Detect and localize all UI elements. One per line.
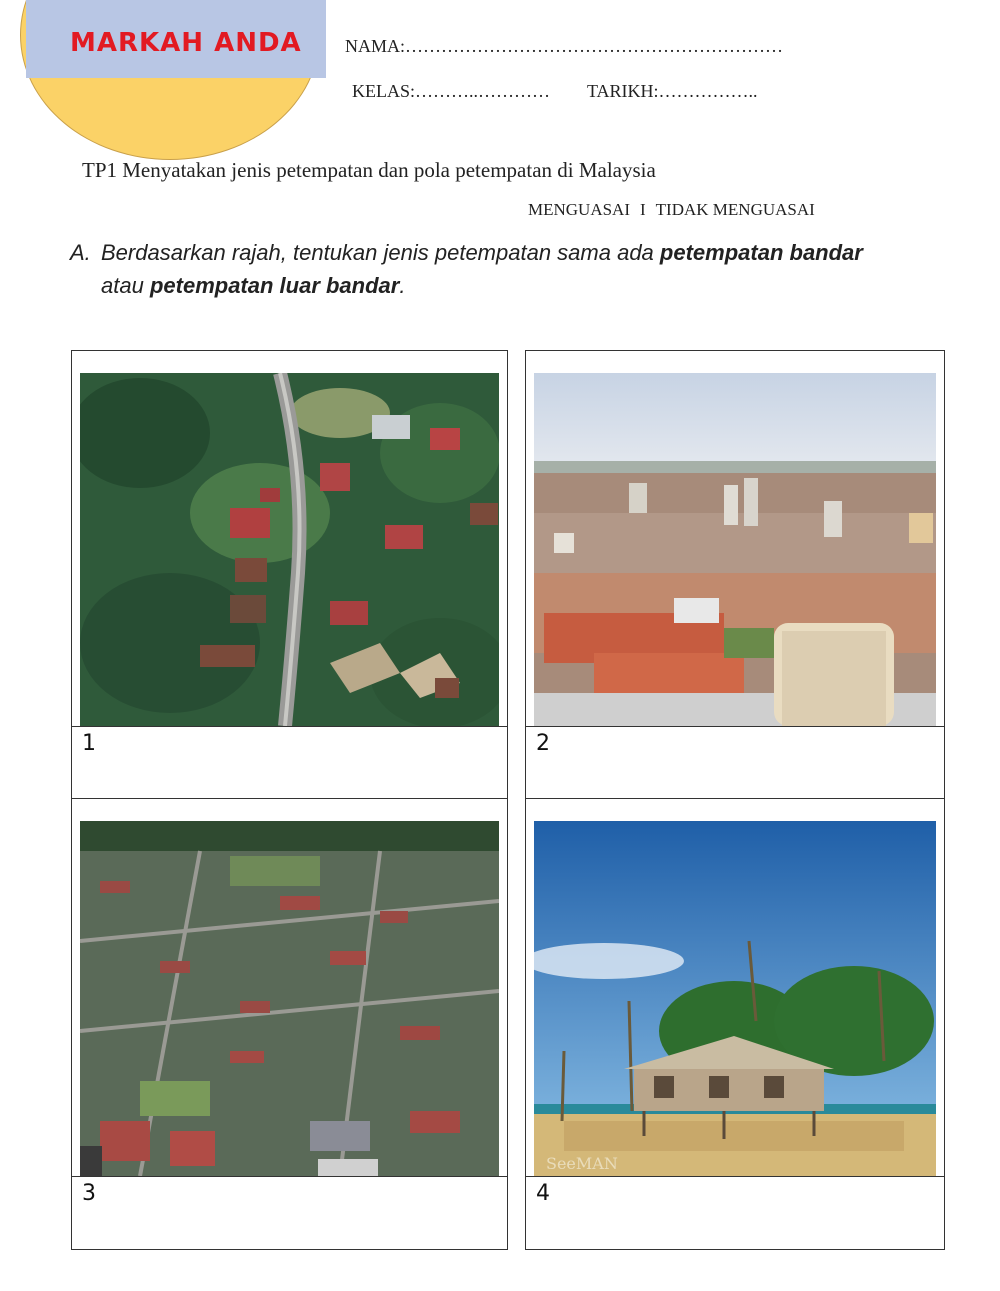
question-text [101,236,890,302]
question-text-end: . [399,273,406,298]
tidak-menguasai-option[interactable]: TIDAK MENGUASAI [655,200,815,219]
photo-number-1: 1 [82,731,96,756]
mastery-line [528,200,815,220]
answer-row-1[interactable] [72,726,507,799]
score-label: MARKAH ANDA [70,28,302,58]
mastery-separator: I [640,200,646,219]
photo-number-4: 4 [536,1181,550,1206]
photo-aerial-town [80,821,499,1176]
photo-aerial-rural [80,373,499,726]
menguasai-option[interactable]: MENGUASAI [528,200,630,219]
photo-number-2: 2 [536,731,550,756]
question-letter: A. [70,240,91,265]
answer-row-4[interactable] [526,1176,944,1250]
photo-city-skyline [534,373,936,726]
question-bold-bandar: petempatan bandar [659,240,863,265]
question-a [70,236,890,302]
photo-cell-2 [525,350,945,799]
photo-watermark: SeeMAN [546,1154,618,1173]
answer-row-2[interactable] [526,726,944,799]
photo-cell-3 [71,798,508,1250]
question-text-mid: atau [101,273,144,298]
question-bold-luar-bandar: petempatan luar bandar [149,273,400,298]
answer-row-3[interactable] [72,1176,507,1250]
kelas-field[interactable]: KELAS:………..………… [352,81,550,101]
photo-cell-4 [525,798,945,1250]
nama-field[interactable]: NAMA:……………………………………………………… [345,36,784,56]
tp1-statement: TP1 Menyatakan jenis petempatan dan pola petempatan di Malaysia [82,158,656,182]
tarikh-field[interactable]: TARIKH:…………….. [587,81,758,101]
photo-wooden-house [534,821,936,1176]
photo-number-3: 3 [82,1181,96,1206]
photo-cell-1 [71,350,508,799]
question-text-pre: Berdasarkan rajah, tentukan jenis petempatan sama ada [101,240,654,265]
